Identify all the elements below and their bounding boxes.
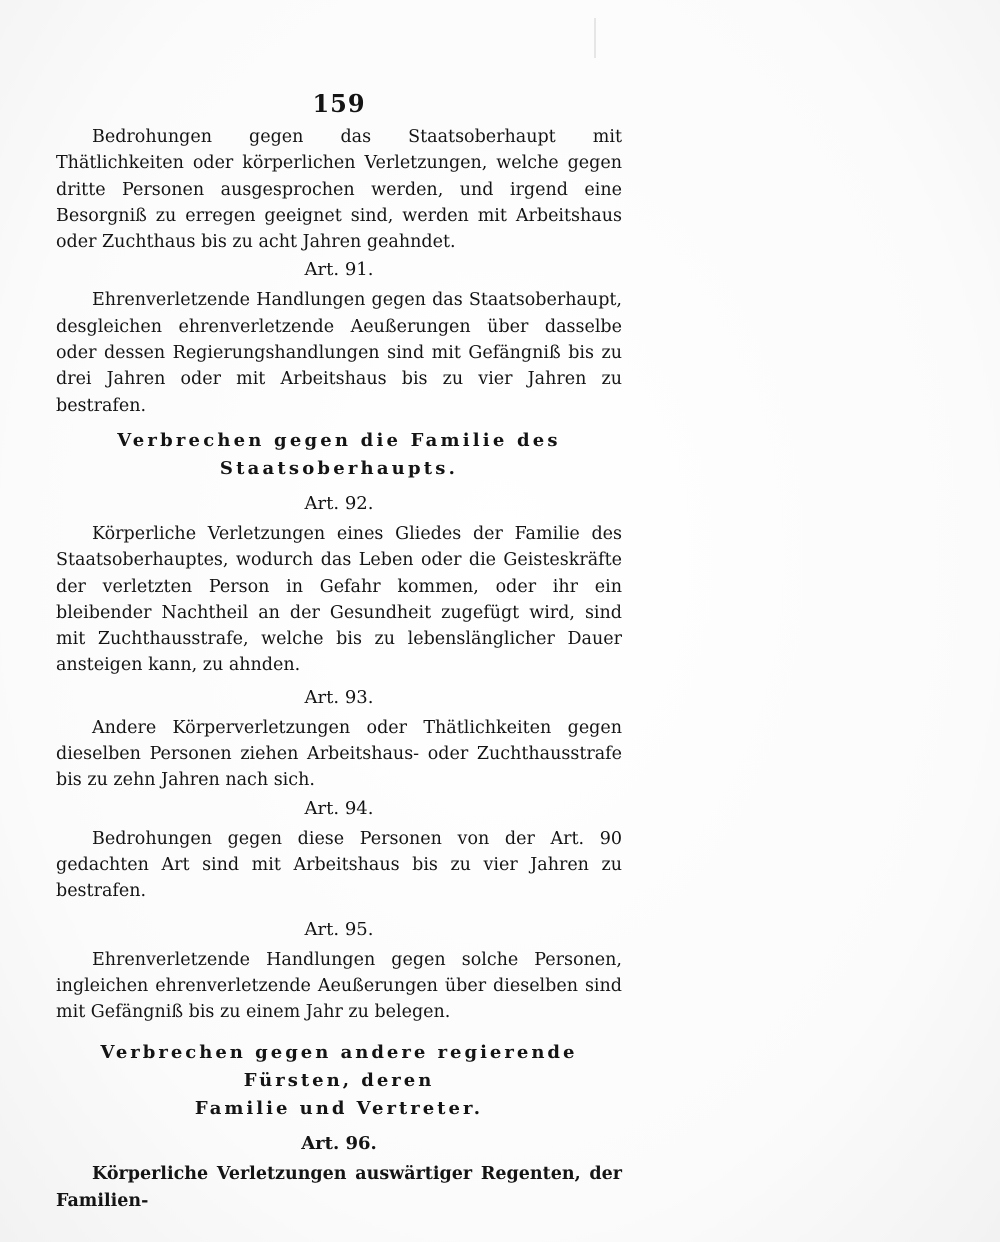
paragraph-art-93: Andere Körperverletzungen oder Thätlichkeiten gegen dieselben Personen ziehen Arbeitshaus- oder Zuchthausstrafe bis zu zehn Jahren nach sich. — [56, 717, 622, 791]
paragraph-art-92: Körperliche Verletzungen eines Gliedes der Familie des Staatsoberhauptes, wodurch das Leben oder die Geisteskräfte der verletzten Person in Gefahr kommen, oder ihr ein bleibender Nachtheil an der Gesundheit zugefügt wird, sind mit Zuchthausstrafe, welche bis zu lebenslänglicher Dauer ansteigen kann, zu ahnden. — [56, 523, 622, 676]
article-heading-91: Art. 91. — [304, 259, 374, 281]
article-heading-93: Art. 93. — [304, 686, 374, 708]
paragraph-art-96: Körperliche Verletzungen auswärtiger Regenten, der Familien- — [56, 1164, 622, 1211]
section-heading-other-rulers-line-2: Familie und Vertreter. — [194, 1098, 484, 1120]
paragraph-art-94: Bedrohungen gegen diese Personen von der Art. 90 gedachten Art sind mit Arbeitshaus bis zu vier Jahren zu bestrafen. — [56, 828, 622, 902]
paragraph-art-91: Ehrenverletzende Handlungen gegen das Staatsoberhaupt, desgleichen ehrenverletzende Aeußerungen über dasselbe oder dessen Regierungshandlungen sind mit Gefängniß bis zu drei Jahren oder mit Arbeitshaus bis zu vier Jahren zu bestrafen. — [56, 290, 622, 416]
scan-crease-mark — [594, 18, 596, 58]
article-heading-94: Art. 94. — [304, 797, 374, 819]
page-number: 159 — [312, 89, 366, 118]
section-heading-other-rulers-line-1: Verbrechen gegen andere regierende Fürsten, deren — [100, 1042, 578, 1092]
article-heading-92: Art. 92. — [304, 492, 374, 514]
article-heading-96: Art. 96. — [301, 1133, 377, 1155]
paragraph-intro: Bedrohungen gegen das Staatsoberhaupt mit Thätlichkeiten oder körperlichen Verletzungen, welche gegen dritte Personen ausgesprochen werden, und irgend eine Besorgniß zu erregen geeignet sind, werden mit Arbeitshaus oder Zuchthaus bis zu acht Jahren geahndet. — [56, 127, 622, 253]
section-heading-family: Verbrechen gegen die Familie des Staatsoberhaupts. — [117, 429, 561, 479]
section-heading-other-rulers — [56, 1039, 622, 1123]
text-block — [56, 84, 622, 1214]
article-heading-95: Art. 95. — [304, 918, 374, 940]
paragraph-art-95: Ehrenverletzende Handlungen gegen solche Personen, ingleichen ehrenverletzende Aeußerungen über dieselben sind mit Gefängniß bis zu einem Jahr zu belegen. — [56, 949, 622, 1023]
